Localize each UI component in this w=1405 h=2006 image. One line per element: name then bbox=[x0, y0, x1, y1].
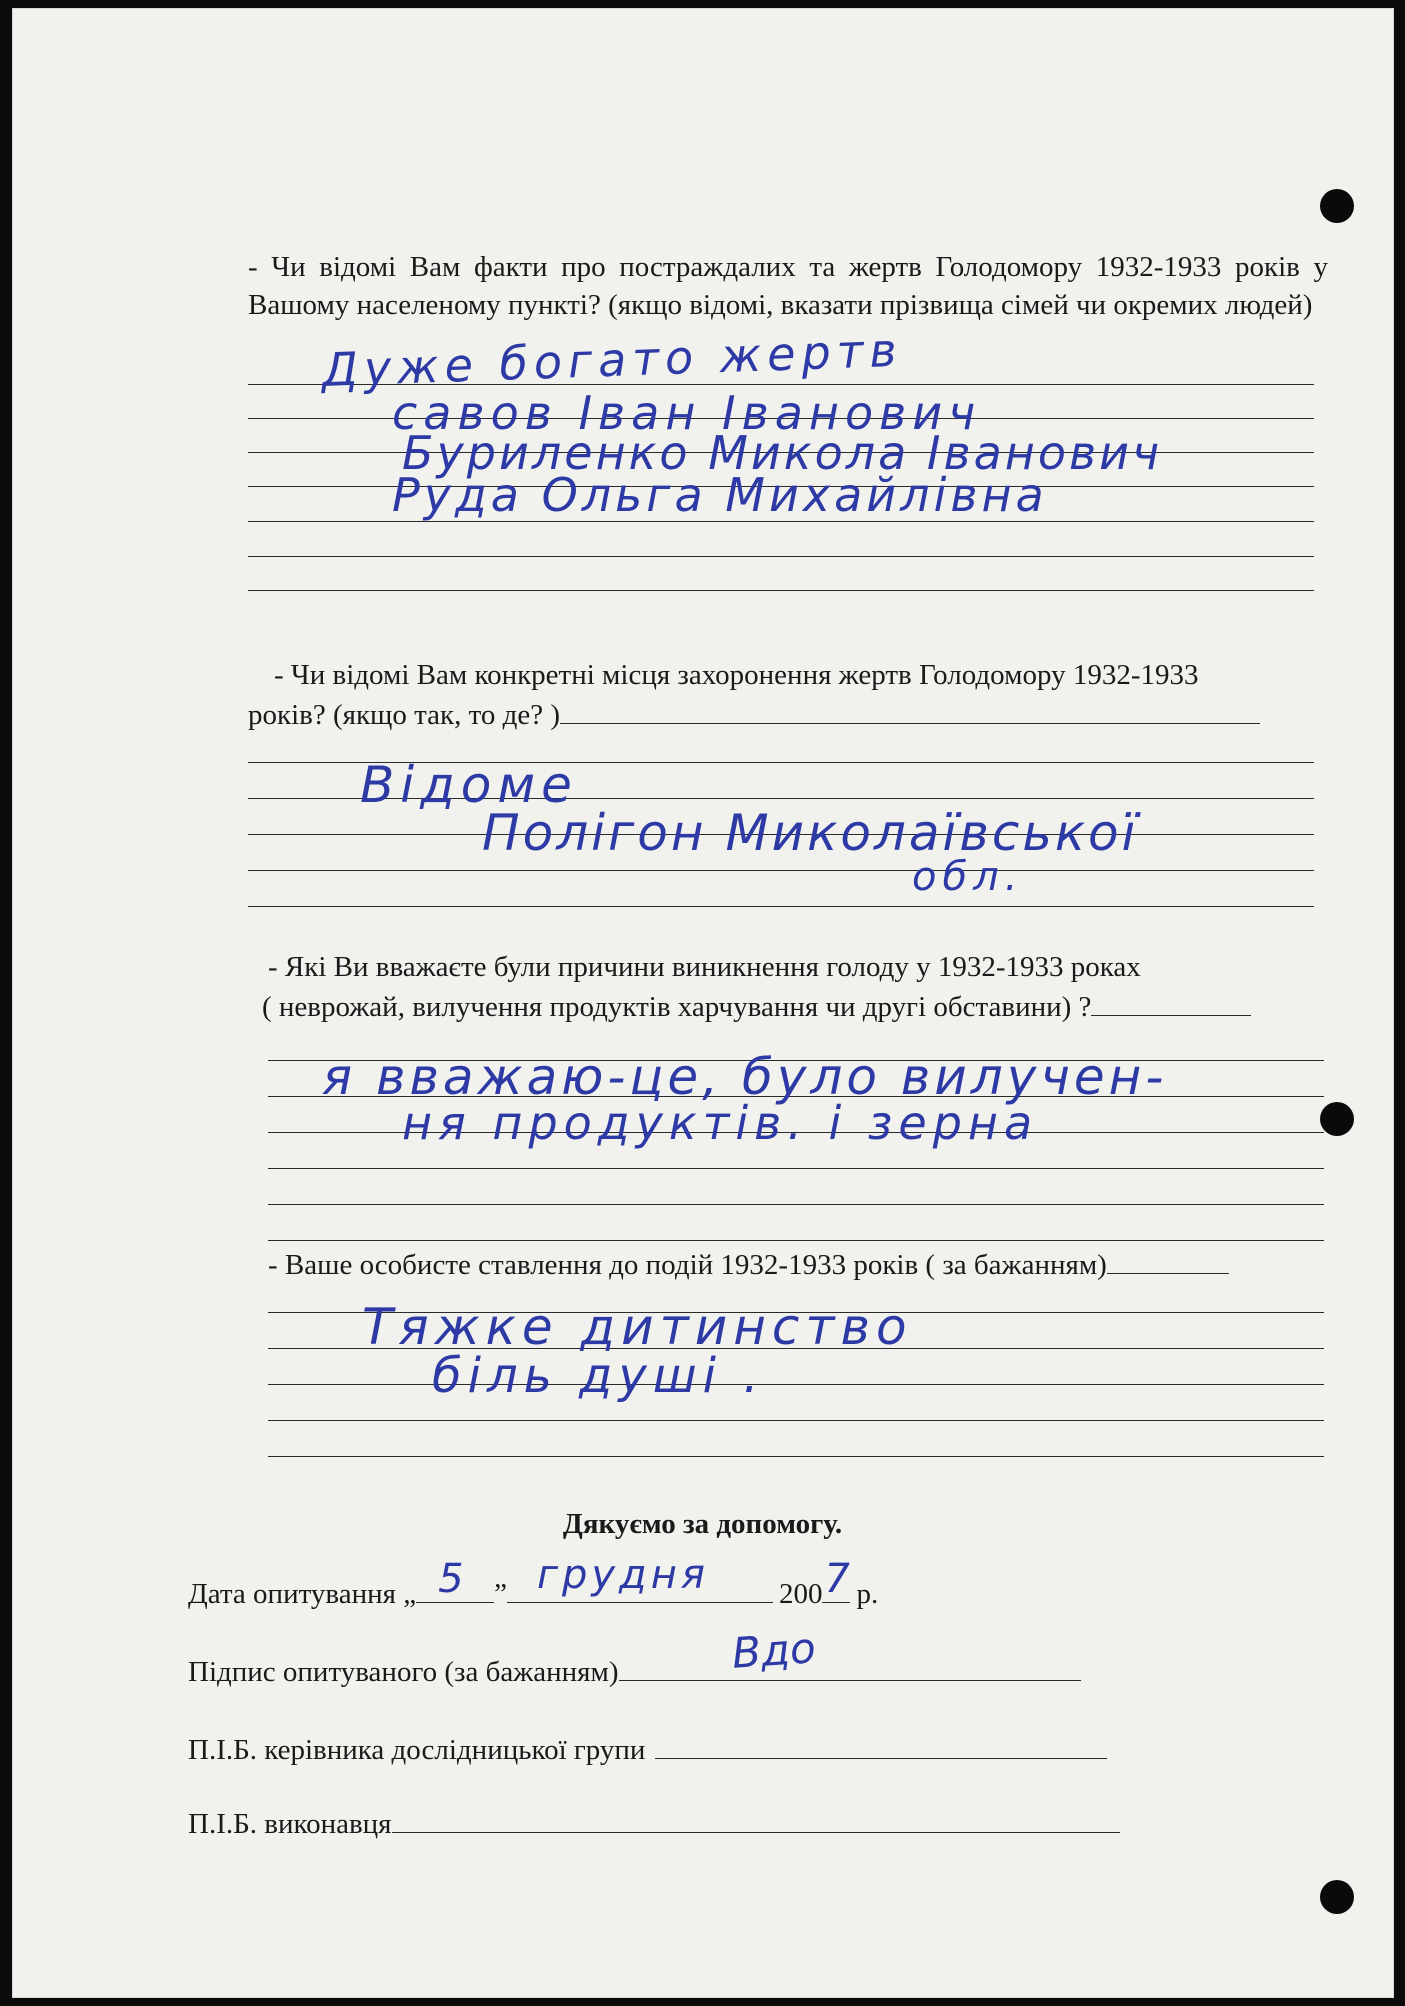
question-burial-places: - Чи відомі Вам конкретні місця захоронення жертв Голодомору 1932-1933 bbox=[274, 659, 1199, 691]
question-victims: - Чи відомі Вам факти про постраждалих та жертв Голодомору 1932-1933 років у Вашому населеному пункті? (якщо відомі, вказати прізвища сімей чи окремих людей) bbox=[248, 251, 1328, 321]
executor-label: П.І.Б. виконавця bbox=[188, 1808, 392, 1840]
question-burial-places-text: років? (якщо так, то де? ) bbox=[248, 699, 561, 731]
punch-hole bbox=[1320, 1102, 1354, 1136]
question-causes: - Які Ви вважаєте були причини виникнення голоду у 1932-1933 роках bbox=[268, 951, 1141, 983]
document-page bbox=[12, 8, 1394, 1998]
answer-line bbox=[268, 1456, 1324, 1457]
question-personal-attitude-text: - Ваше особисте ставлення до подій 1932-1933 років ( за бажанням) bbox=[268, 1249, 1107, 1281]
date-quote: ” bbox=[494, 1578, 507, 1610]
respondent-signature-handwriting: Вдо bbox=[730, 1623, 818, 1678]
group-leader-name bbox=[188, 1734, 1107, 1767]
handwritten-answer: Тяжке дитинство bbox=[362, 1298, 913, 1356]
handwritten-answer: ня продуктів. і зерна bbox=[402, 1096, 1039, 1150]
question-causes-text: ( неврожай, вилучення продуктів харчування чи другі обставини) ? bbox=[262, 991, 1092, 1023]
answer-line bbox=[248, 906, 1314, 907]
survey-date bbox=[188, 1552, 879, 1611]
executor-field bbox=[392, 1808, 1120, 1833]
executor-name bbox=[188, 1808, 1120, 1841]
date-year-digit: 7 bbox=[824, 1556, 850, 1602]
thanks-heading: Дякуємо за допомогу. bbox=[562, 1508, 843, 1540]
leader-field bbox=[655, 1734, 1107, 1759]
answer-line bbox=[248, 556, 1314, 557]
answer-line bbox=[268, 1420, 1324, 1421]
signature-field bbox=[619, 1656, 1081, 1681]
handwritten-answer: Руда Ольга Михайлівна bbox=[392, 468, 1048, 522]
answer-line bbox=[1107, 1249, 1229, 1274]
date-year-prefix: 200 bbox=[778, 1578, 823, 1610]
question-burial-places-cont bbox=[248, 696, 1314, 734]
handwritten-answer: біль душі . bbox=[432, 1348, 765, 1404]
date-month: грудня bbox=[536, 1552, 709, 1598]
answer-line bbox=[268, 1384, 1324, 1385]
answer-line bbox=[248, 590, 1314, 591]
date-month-field bbox=[507, 1552, 773, 1603]
answer-line bbox=[1091, 991, 1251, 1016]
answer-line bbox=[268, 1168, 1324, 1169]
handwritten-answer: я вважаю-це, було вилучен- bbox=[322, 1048, 1168, 1106]
date-suffix: р. bbox=[856, 1578, 879, 1610]
punch-hole bbox=[1320, 189, 1354, 223]
answer-line bbox=[268, 1204, 1324, 1205]
answer-line bbox=[248, 870, 1314, 871]
handwritten-answer: Полігон Миколаївської bbox=[482, 804, 1139, 862]
punch-hole bbox=[1320, 1880, 1354, 1914]
question-causes-cont bbox=[262, 988, 1328, 1026]
handwritten-answer: Буриленко Микола Іванович bbox=[402, 426, 1163, 480]
handwritten-answer: савов Іван Іванович bbox=[392, 386, 982, 440]
leader-label: П.І.Б. керівника дослідницької групи bbox=[188, 1734, 646, 1766]
respondent-signature bbox=[188, 1656, 1081, 1689]
date-day-field bbox=[416, 1556, 494, 1603]
date-year-field bbox=[822, 1556, 850, 1603]
handwritten-answer: Дуже богато жертв bbox=[321, 322, 904, 397]
answer-line bbox=[268, 1240, 1324, 1241]
question-personal-attitude bbox=[268, 1246, 1334, 1284]
handwritten-answer: Відоме bbox=[360, 756, 578, 814]
answer-line bbox=[560, 699, 1260, 724]
date-label: Дата опитування „ bbox=[188, 1578, 417, 1610]
handwritten-answer: обл. bbox=[912, 854, 1024, 900]
signature-label: Підпис опитуваного (за бажанням) bbox=[188, 1656, 619, 1688]
date-day: 5 bbox=[438, 1556, 464, 1602]
